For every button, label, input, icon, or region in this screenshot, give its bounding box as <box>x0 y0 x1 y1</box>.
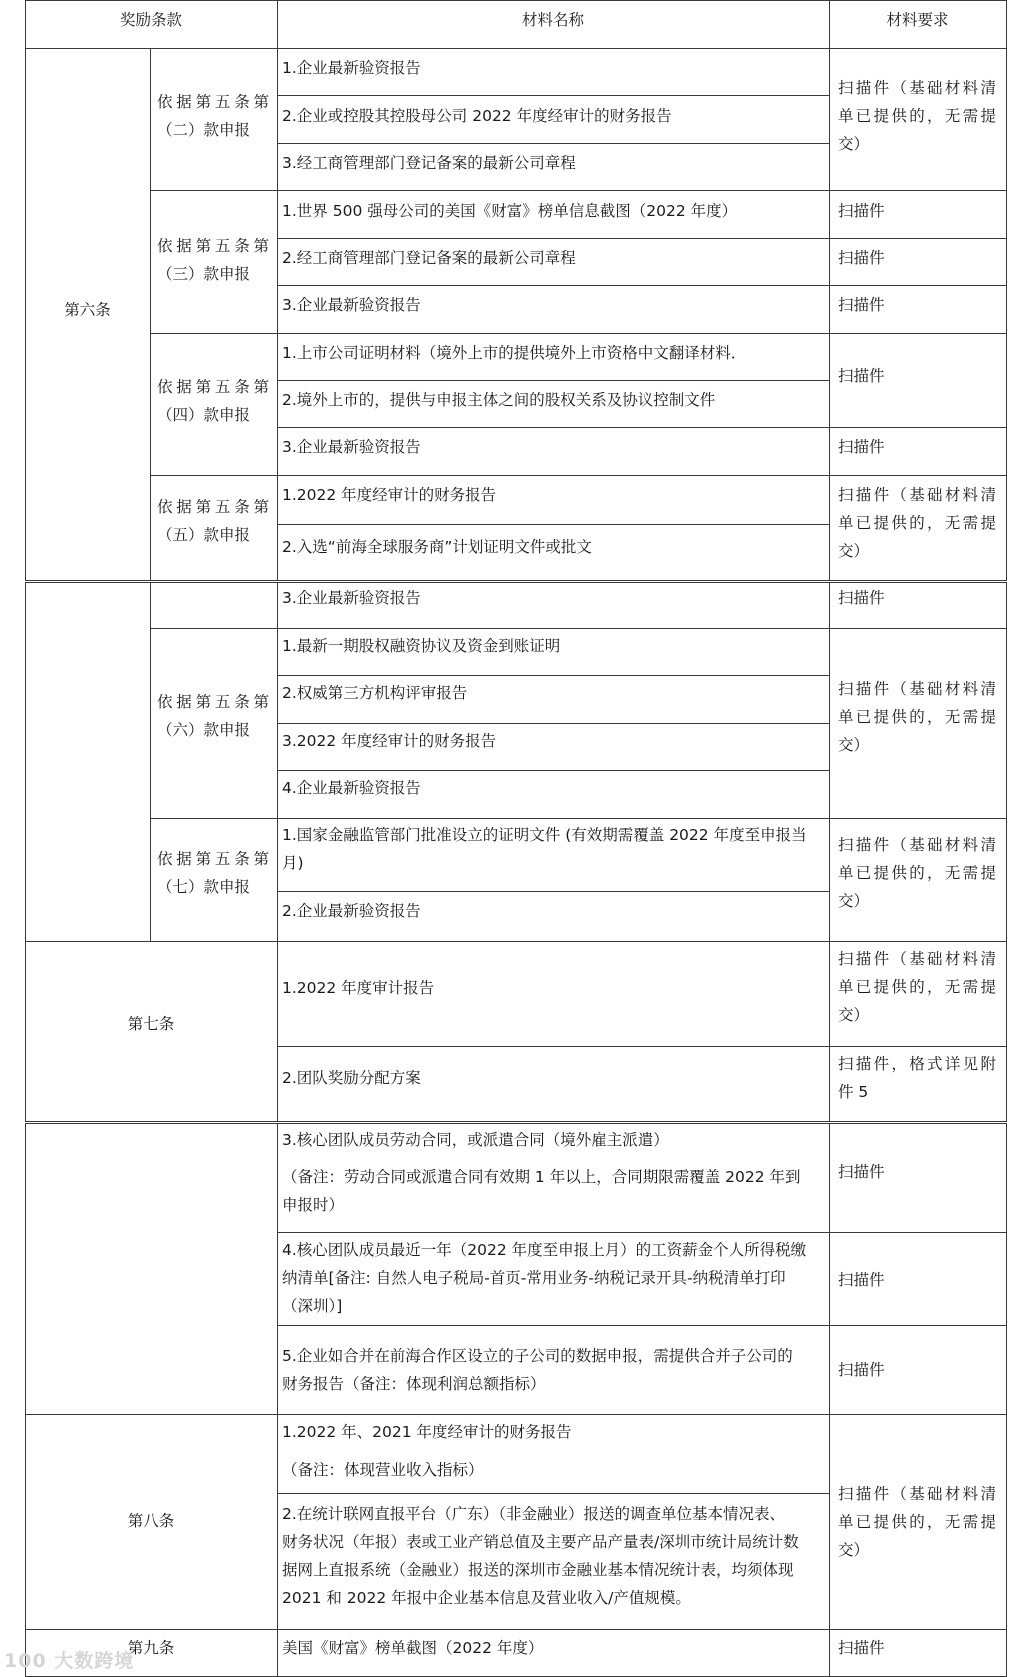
requirement: 扫描件 <box>838 296 885 314</box>
row-divider <box>277 524 829 525</box>
requirement: 单已提供的，无需提 <box>838 978 996 996</box>
requirement: 单已提供的，无需提 <box>838 1513 996 1531</box>
requirement: 交） <box>838 542 870 560</box>
material-item: 纳清单[备注: 自然人电子税局-首页-常用业务-纳税记录开具-纳税清单打印 <box>282 1269 786 1287</box>
material-item: 2.企业或控股其控股母公司 2022 年度经审计的财务报告 <box>282 107 672 125</box>
material-item: 2.在统计联网直报平台（广东）（非金融业）报送的调查单位基本情况表、 <box>282 1505 786 1523</box>
subclause-label: （六）款申报 <box>157 721 251 739</box>
clause-article-6: 第六条 <box>64 301 111 319</box>
requirement: 扫描件（基础材料清 <box>838 1485 996 1503</box>
material-item: 2.入选“前海全球服务商”计划证明文件或批文 <box>282 538 592 556</box>
header-col-clause: 奖励条款 <box>119 11 182 29</box>
material-item: 1.世界 500 强母公司的美国《财富》榜单信息截图（2022 年度） <box>282 202 738 220</box>
subclause-label: （七）款申报 <box>157 878 251 896</box>
requirement: 交） <box>838 135 870 153</box>
material-item: 4.企业最新验资报告 <box>282 779 421 797</box>
requirement: 扫描件 <box>838 1271 885 1289</box>
col-divider <box>829 0 830 580</box>
material-item: 2.企业最新验资报告 <box>282 902 421 920</box>
row-divider <box>277 238 1007 239</box>
row-divider <box>277 723 829 724</box>
subclause-label: 依据第五条第 <box>157 237 269 255</box>
requirement: 交） <box>838 1541 870 1559</box>
table-border <box>1006 0 1007 580</box>
material-item: 1.最新一期股权融资协议及资金到账证明 <box>282 637 561 655</box>
clause-article-7: 第七条 <box>127 1015 175 1033</box>
table-border <box>25 1123 1007 1124</box>
material-item: 3.企业最新验资报告 <box>282 296 421 314</box>
row-divider <box>277 891 829 892</box>
requirement: 扫描件 <box>838 249 885 267</box>
material-item: 3.企业最新验资报告 <box>282 438 421 456</box>
col-divider <box>150 582 151 941</box>
table-border <box>1006 1123 1007 1677</box>
requirement: 件 5 <box>838 1083 869 1101</box>
watermark-logo: 100 大数跨境 <box>4 1650 135 1672</box>
material-item: 3.2022 年度经审计的财务报告 <box>282 732 497 750</box>
row-divider <box>150 190 1007 191</box>
requirement: 扫描件 <box>838 1639 885 1657</box>
requirement: 扫描件（基础材料清 <box>838 680 996 698</box>
material-item: 3.企业最新验资报告 <box>282 589 421 607</box>
material-item: 2.境外上市的，提供与申报主体之间的股权关系及协议控制文件 <box>282 391 716 409</box>
col-divider <box>277 1123 278 1677</box>
clause-article-8: 第八条 <box>127 1512 175 1530</box>
table-border <box>25 1121 1007 1122</box>
col-divider <box>150 48 151 580</box>
requirement: 扫描件（基础材料清 <box>838 79 996 97</box>
requirement: 扫描件 <box>838 589 885 607</box>
requirement: 扫描件（基础材料清 <box>838 836 996 854</box>
requirement: 单已提供的，无需提 <box>838 708 996 726</box>
table-border <box>1006 582 1007 1121</box>
material-item: 月) <box>282 854 304 872</box>
table-border <box>25 582 26 1121</box>
col-divider <box>277 0 278 580</box>
table-border <box>25 580 1007 581</box>
requirement: 扫描件（基础材料清 <box>838 486 996 504</box>
col-divider <box>277 582 278 1121</box>
subclause-label: （二）款申报 <box>157 121 251 139</box>
row-divider <box>25 1629 1007 1630</box>
requirement: 交） <box>838 736 870 754</box>
row-divider <box>150 628 1007 629</box>
table-border <box>25 48 1007 49</box>
material-item: 1.2022 年、2021 年度经审计的财务报告 <box>282 1423 572 1441</box>
requirement: 扫描件 <box>838 1361 885 1379</box>
material-item-note: 申报时） <box>282 1196 345 1214</box>
subclause-label: （四）款申报 <box>157 406 251 424</box>
header-col-material: 材料名称 <box>521 11 584 29</box>
material-item: 5.企业如合并在前海合作区设立的子公司的数据申报，需提供合并子公司的 <box>282 1347 793 1365</box>
material-item: 2.团队奖励分配方案 <box>282 1069 421 1087</box>
subclause-label: 依据第五条第 <box>157 850 269 868</box>
subclause-label: （五）款申报 <box>157 526 251 544</box>
requirement: 扫描件，格式详见附 <box>838 1055 996 1073</box>
material-item: 2021 和 2022 年报中企业基本信息及营业收入/产值规模。 <box>282 1589 691 1607</box>
material-item: （深圳）] <box>282 1297 343 1315</box>
row-divider <box>277 1232 1007 1233</box>
material-item: 1.上市公司证明材料（境外上市的提供境外上市资格中文翻译材料． <box>282 344 747 362</box>
table-border <box>25 0 1007 1</box>
material-item: 财务报告（备注：体现利润总额指标） <box>282 1375 546 1393</box>
material-item-note: （备注：劳动合同或派遣合同有效期 1 年以上，合同期限需覆盖 2022 年到 <box>282 1168 801 1186</box>
requirement: 扫描件（基础材料清 <box>838 950 996 968</box>
row-divider <box>277 95 829 96</box>
row-divider <box>277 285 1007 286</box>
subclause-label: 依据第五条第 <box>157 378 269 396</box>
subclause-label: 依据第五条第 <box>157 93 269 111</box>
row-divider <box>277 1493 829 1494</box>
subclause-label: （三）款申报 <box>157 265 251 283</box>
material-item-note: （备注：体现营业收入指标） <box>282 1461 484 1479</box>
row-divider <box>150 475 1007 476</box>
header-col-requirement: 材料要求 <box>886 11 949 29</box>
clause-article-9: 第九条 <box>127 1639 175 1657</box>
requirement: 单已提供的，无需提 <box>838 864 996 882</box>
row-divider <box>277 770 829 771</box>
col-divider <box>829 1123 830 1677</box>
requirement: 交） <box>838 1006 870 1024</box>
requirement: 单已提供的，无需提 <box>838 514 996 532</box>
row-divider <box>150 333 1007 334</box>
requirement: 扫描件 <box>838 438 885 456</box>
table-border <box>25 0 26 580</box>
material-item: 1.企业最新验资报告 <box>282 59 421 77</box>
requirement: 扫描件 <box>838 1163 885 1181</box>
row-divider <box>150 818 1007 819</box>
col-divider <box>829 582 830 1121</box>
requirement: 扫描件 <box>838 367 885 385</box>
row-divider <box>25 1414 1007 1415</box>
material-item: 据网上直报系统（金融业）报送的深圳市金融业基本情况统计表，均须体现 <box>282 1561 794 1579</box>
material-item: 1.2022 年度审计报告 <box>282 979 435 997</box>
material-item: 4.核心团队成员最近一年（2022 年度至申报上月）的工资薪金个人所得税缴 <box>282 1241 807 1259</box>
row-divider <box>277 1046 1007 1047</box>
material-item: 1.国家金融监管部门批准设立的证明文件 (有效期需覆盖 2022 年度至申报当 <box>282 826 807 844</box>
material-item: 3.核心团队成员劳动合同，或派遣合同（境外雇主派遣） <box>282 1131 669 1149</box>
subclause-label: 依据第五条第 <box>157 693 269 711</box>
material-item: 2.经工商管理部门登记备案的最新公司章程 <box>282 249 576 267</box>
row-divider <box>277 675 829 676</box>
row-divider <box>277 1325 1007 1326</box>
row-divider <box>277 380 829 381</box>
subclause-label: 依据第五条第 <box>157 498 269 516</box>
row-divider <box>25 941 1007 942</box>
material-item: 3.经工商管理部门登记备案的最新公司章程 <box>282 154 576 172</box>
requirement: 交） <box>838 892 870 910</box>
material-item: 美国《财富》榜单截图（2022 年度） <box>282 1639 544 1657</box>
material-item: 1.2022 年度经审计的财务报告 <box>282 486 497 504</box>
row-divider <box>277 143 829 144</box>
requirement: 单已提供的，无需提 <box>838 107 996 125</box>
table-border <box>25 582 1007 583</box>
requirement: 扫描件 <box>838 202 885 220</box>
table-border <box>25 1123 26 1677</box>
material-item: 2.权威第三方机构评审报告 <box>282 684 468 702</box>
row-divider <box>277 427 1007 428</box>
material-item: 财务状况（年报）表或工业产销总值及主要产品产量表/深圳市统计局统计数 <box>282 1533 799 1551</box>
